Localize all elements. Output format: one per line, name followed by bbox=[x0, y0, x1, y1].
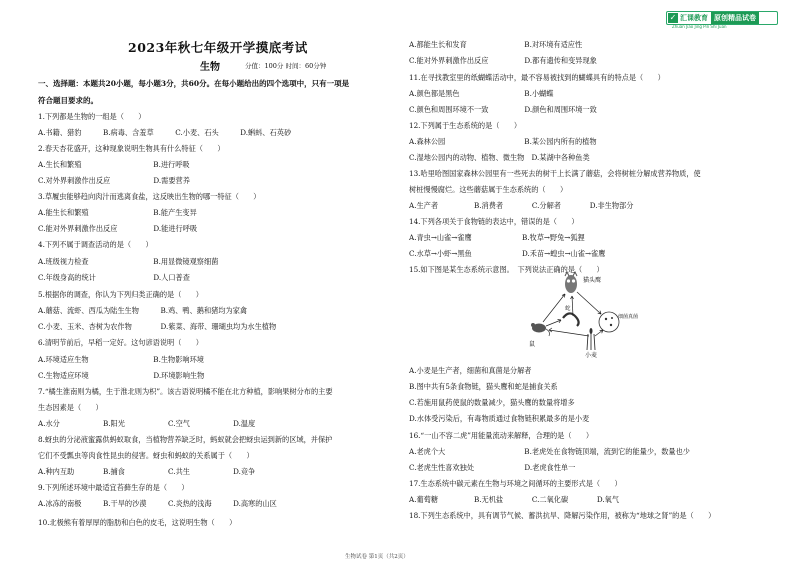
question-line: C.能对外界刺激作出反应 D.能进行呼吸 bbox=[38, 224, 198, 233]
food-web-arrows bbox=[543, 292, 603, 336]
question-line: 13.哈里哈图国家森林公园里有一些死去的树干上长满了蘑菇，会将树桩分解成营养物质，使 bbox=[409, 169, 701, 178]
question-line: 它们不受瓢虫等肉食性昆虫的侵害。蚜虫和蚂蚁的关系属于（ ） bbox=[38, 451, 254, 460]
question-line: A.能生长和繁殖 B.能产生变异 bbox=[38, 208, 197, 217]
question-line: D.水体受污染后，有毒物质通过食物链积累最多的是小麦 bbox=[409, 414, 590, 423]
question-line: 10.北极熊有着厚厚的脂肪和白色的皮毛，这说明生物（ ） bbox=[38, 518, 237, 527]
question-line: A.颜色都是黑色 B.小蝴蝶 bbox=[409, 89, 554, 98]
question-line: 15.如下图是某生态系统示意图。 下列说法正确的是（ ） bbox=[409, 265, 604, 274]
question-line: C.老虎生性喜欢独处 D.老虎食性单一 bbox=[409, 463, 576, 472]
question-line: A.青虫→山雀→雀鹰 B.牧草→野兔→狐狸 bbox=[409, 233, 585, 242]
question-line: 1.下列都是生物的一组是（ ） bbox=[38, 112, 146, 121]
exam-meta: 分值：100分 时间：60分钟 bbox=[245, 62, 327, 70]
question-line: C.若施用鼠药使鼠的数量减少，猫头鹰的数量将增多 bbox=[409, 398, 575, 407]
question-line: 生态因素是（ ） bbox=[38, 403, 103, 412]
bacteria-label: 细菌真菌 bbox=[618, 314, 639, 320]
wheat-label: 小麦 bbox=[585, 352, 598, 359]
question-line: 5.根据你的调查，你认为下列归类正确的是（ ） bbox=[38, 290, 203, 299]
question-line: A.水分 B.阳光 C.空气 D.温度 bbox=[38, 419, 256, 428]
question-line: 2.春天杏花盛开，这种现象说明生物具有什么特征（ ） bbox=[38, 144, 225, 153]
question-line: 9.下列所述环境中最适宜苔藓生存的是（ ） bbox=[38, 483, 189, 492]
mouse-icon bbox=[531, 323, 550, 336]
question-line: A.班级视力检查 B.用显微镜观察细菌 bbox=[38, 257, 219, 266]
badge-frame bbox=[666, 11, 778, 25]
snake-icon bbox=[563, 313, 579, 326]
question-line: C.能对外界刺激作出反应 D.都有遗传和变异现象 bbox=[409, 56, 597, 65]
question-line: A.老虎个大 B.老虎处在食物链顶端，流到它的能量少，数量也少 bbox=[409, 447, 690, 456]
owl-icon bbox=[565, 272, 577, 293]
instructions-line-1: 一、选择题：本题共20小题，每小题3分，共60分。在每小题给出的四个选项中，只有一项是 bbox=[38, 79, 350, 88]
publisher-badge bbox=[666, 11, 776, 32]
question-line: C.生物适应环境 D.环境影响生物 bbox=[38, 371, 205, 380]
question-line: C.水草→小虾→黑鱼 D.禾苗→蝗虫→山雀→雀鹰 bbox=[409, 249, 606, 258]
question-line: A.蘑菇、流虾、西瓜为陆生生物 B.鸡、鸭、鹅和猪均为家禽 bbox=[38, 306, 248, 315]
question-line: C.小麦、玉米、杏树为农作物 D.紫菜、海带、珊瑚虫均为水生植物 bbox=[38, 322, 277, 331]
mouse-label: 鼠 bbox=[529, 341, 536, 348]
question-line: 11.在寻找教室里的纸蝴蝶活动中，最不容易被找到的蝴蝶具有的特点是（ ） bbox=[409, 73, 665, 82]
question-line: A.种内互助 B.捕食 C.共生 D.竞争 bbox=[38, 467, 256, 476]
question-line: 3.草履虫能够趋向肉汁而逃离食盐，这反映出生物的哪一特征（ ） bbox=[38, 192, 261, 201]
wheat-icon bbox=[587, 328, 595, 350]
question-line: 14.下列各项关于食物链的表达中，错误的是（ ） bbox=[409, 217, 579, 226]
question-line: B.图中共有5条食物链，猫头鹰和蛇是捕食关系 bbox=[409, 382, 558, 391]
question-line: A.书籍、猎豹 B.病毒、含羞草 C.小麦、石头 D.蝌蚪、石英砂 bbox=[38, 128, 292, 137]
question-line: 18.下列生态系统中，具有调节气候、蓄洪抗旱、降解污染作用，被称为“地球之肾”的是（ ） bbox=[409, 511, 716, 520]
question-line: A.葡萄糖 B.无机盐 C.二氧化碳 D.氧气 bbox=[409, 495, 620, 504]
snake-label: 蛇 bbox=[565, 306, 571, 312]
question-line: 17.生态系统中碳元素在生物与环境之间循环的主要形式是（ ） bbox=[409, 479, 622, 488]
question-line: 16.“一山不容二虎”用能量流动来解释，合理的是（ ） bbox=[409, 431, 594, 440]
question-line: C.对外界刺激作出反应 D.需要营养 bbox=[38, 176, 190, 185]
question-line: 8.蚜虫的分泌液蜜露供蚂蚁取食，当植物营养缺乏时，蚂蚁就会把蚜虫运到新的区域，并保护 bbox=[38, 435, 333, 444]
instructions-line-2: 符合题目要求的。 bbox=[38, 96, 98, 105]
question-line: A.小麦是生产者，细菌和真菌是分解者 bbox=[409, 366, 532, 375]
question-line: C.湿地公园内的动物、植物、微生物 D.某湖中各种鱼类 bbox=[409, 153, 590, 162]
question-line: C.年级身高的统计 D.人口普查 bbox=[38, 273, 190, 282]
question-line: 4.下列不属于调查活动的是（ ） bbox=[38, 240, 153, 249]
food-web-diagram bbox=[521, 270, 639, 359]
badge-subtext: Zhuan Jiao Jing Pin Shi Juan bbox=[672, 24, 727, 29]
question-line: 12.下列属于生态系统的是（ ） bbox=[409, 121, 522, 130]
exam-subject: 生物 bbox=[200, 62, 220, 73]
page-footer: 生物试卷 第1页（共2页） bbox=[345, 554, 409, 560]
question-line: A.都能生长和发育 B.对环境有适应性 bbox=[409, 40, 583, 49]
question-line: C.颜色和周围环境不一致 D.颜色和周围环境一致 bbox=[409, 105, 597, 114]
question-line: 7.“橘生淮南则为橘，生于淮北则为枳”。该古语说明橘不能在北方种植，影响果树分布的主要 bbox=[38, 387, 333, 396]
question-line: 6.清明节前后，早稻一定好。这句谚语说明（ ） bbox=[38, 338, 203, 347]
question-line: A.冰冻的南极 B.干旱的沙漠 C.炎热的浅海 D.高寒的山区 bbox=[38, 499, 277, 508]
question-line: A.森林公园 B.某公园内所有的植物 bbox=[409, 137, 597, 146]
badge-tagline: 原创精品试卷 bbox=[711, 12, 759, 24]
exam-title: 2023年秋七年级开学摸底考试 bbox=[128, 40, 308, 55]
check-icon: ✓ bbox=[669, 13, 677, 22]
question-line: 树桩慢慢腐烂。这些蘑菇属于生态系统的（ ） bbox=[409, 185, 568, 194]
badge-brand: 汇课教育 bbox=[680, 14, 708, 22]
owl-label: 猫头鹰 bbox=[583, 277, 602, 284]
question-line: A.生长和繁殖 B.进行呼吸 bbox=[38, 160, 190, 169]
bacteria-fungi-icon bbox=[599, 312, 619, 332]
question-line: A.环境适应生物 B.生物影响环境 bbox=[38, 355, 204, 364]
question-line: A.生产者 B.消费者 C.分解者 D.非生物部分 bbox=[409, 201, 634, 210]
